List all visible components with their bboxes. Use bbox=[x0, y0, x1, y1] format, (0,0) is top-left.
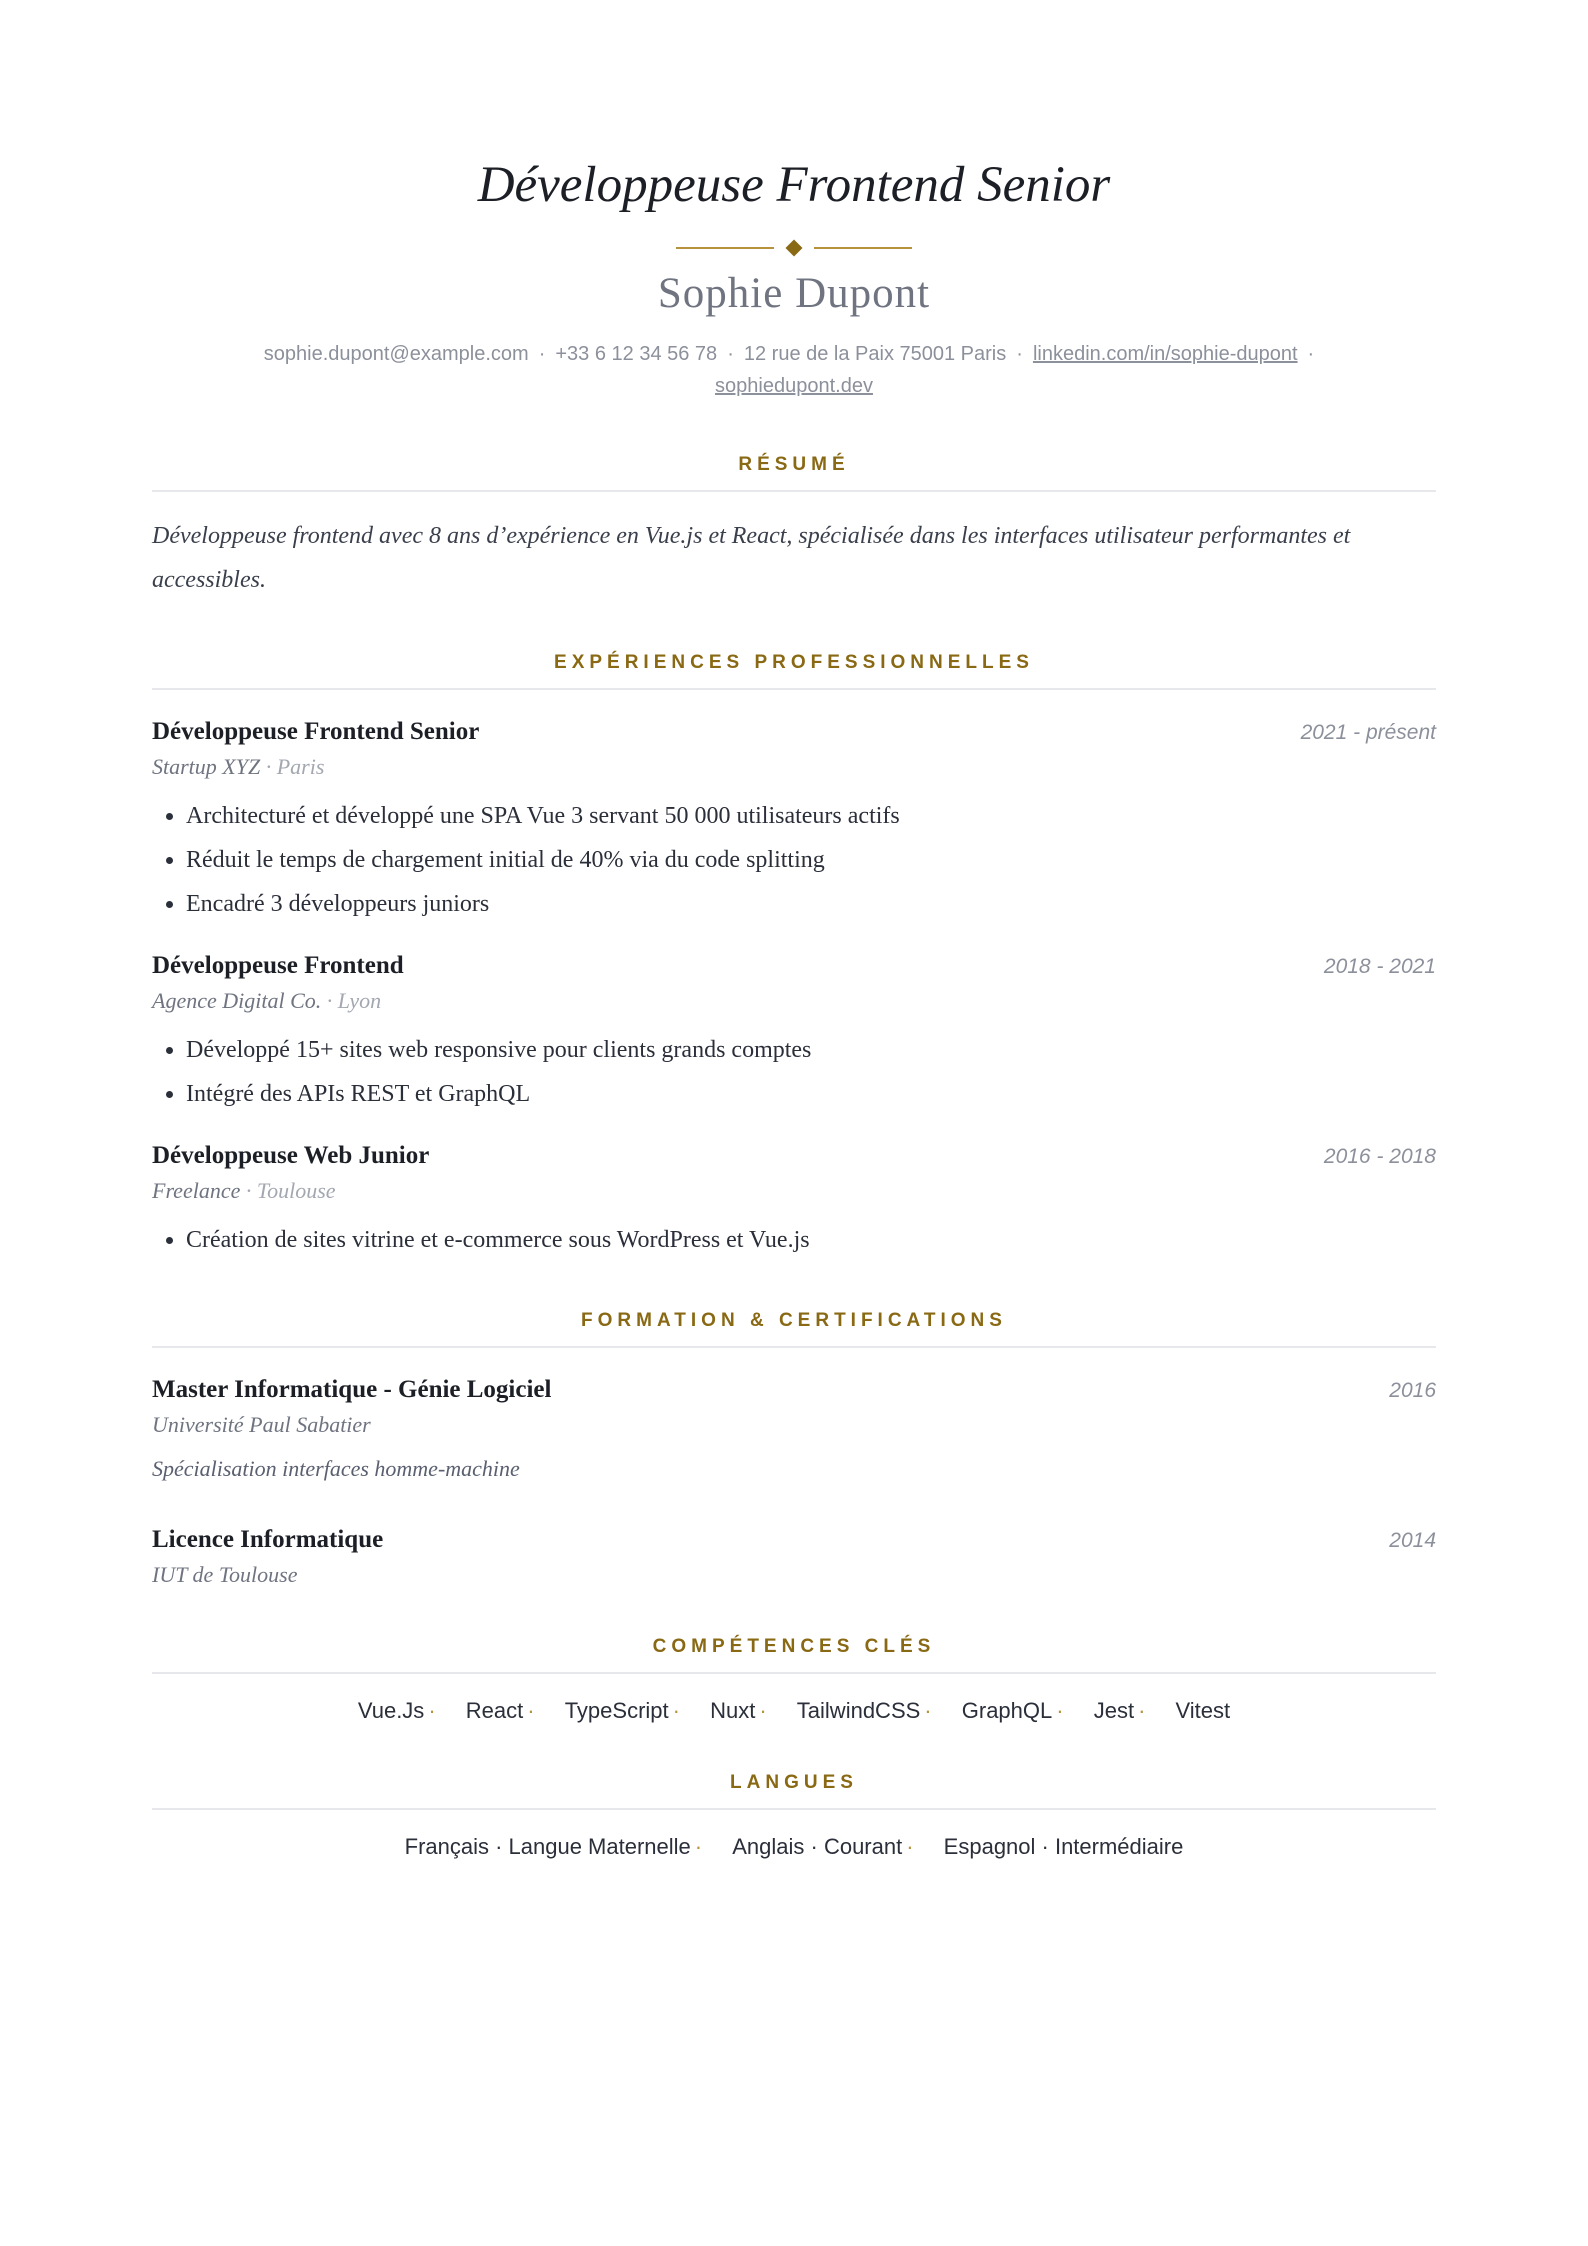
job-location: · Lyon bbox=[326, 988, 382, 1013]
languages-section bbox=[152, 1772, 1436, 1860]
job-company: Agence Digital Co. bbox=[152, 988, 322, 1013]
entry-header bbox=[152, 1376, 1436, 1404]
website-link[interactable]: sophiedupont.dev bbox=[715, 375, 873, 397]
experience-entry bbox=[152, 718, 1436, 926]
person-name: Sophie Dupont bbox=[657, 270, 931, 317]
education-section bbox=[152, 1310, 1436, 1588]
list-item: • Création de sites vitrine et e-commerce sous WordPress et Vue.js bbox=[186, 1218, 1436, 1262]
contact-separator: · bbox=[1016, 343, 1023, 365]
job-bullets bbox=[152, 1028, 1436, 1116]
job-company-line bbox=[152, 754, 1436, 780]
section-title-experience: EXPÉRIENCES PROFESSIONNELLES bbox=[152, 652, 1436, 690]
job-role: Développeuse Frontend Senior bbox=[152, 718, 480, 745]
job-role: Développeuse Frontend bbox=[152, 952, 404, 979]
language-chip: Français · Langue Maternelle · bbox=[404, 1834, 703, 1859]
divider-line-right bbox=[814, 247, 912, 249]
degree-title: Licence Informatique bbox=[152, 1526, 384, 1553]
job-company: Freelance bbox=[152, 1178, 241, 1203]
divider-line-left bbox=[676, 247, 774, 249]
education-entry bbox=[152, 1526, 1436, 1588]
section-title-skills: COMPÉTENCES CLÉS bbox=[152, 1636, 1436, 1674]
degree-title: Master Informatique - Génie Logiciel bbox=[152, 1376, 552, 1403]
list-item: • Architecturé et développé une SPA Vue 3 servant 50 000 utilisateurs actifs bbox=[186, 794, 1436, 838]
skill-chip: Jest · bbox=[1093, 1698, 1146, 1723]
job-dates: 2016 - 2018 bbox=[1323, 1145, 1436, 1168]
job-location: · Toulouse bbox=[245, 1178, 336, 1203]
job-dates: 2021 - présent bbox=[1300, 721, 1436, 744]
skill-chip: GraphQL · bbox=[961, 1698, 1064, 1723]
language-chip: Espagnol · Intermédiaire bbox=[943, 1834, 1184, 1859]
skill-chip: TypeScript · bbox=[564, 1698, 680, 1723]
degree-year: 2016 bbox=[1389, 1379, 1436, 1402]
job-dates: 2018 - 2021 bbox=[1323, 955, 1436, 978]
skill-chip: Nuxt · bbox=[710, 1698, 767, 1723]
degree-note: Spécialisation interfaces homme-machine bbox=[152, 1456, 520, 1481]
diamond-icon bbox=[786, 240, 803, 257]
section-title-languages: LANGUES bbox=[152, 1772, 1436, 1810]
contact-separator: · bbox=[727, 343, 734, 365]
experience-section bbox=[152, 652, 1436, 1262]
skill-chip: TailwindCSS · bbox=[796, 1698, 932, 1723]
job-company: Startup XYZ bbox=[152, 754, 261, 779]
skill-chip: Vue.Js · bbox=[357, 1698, 436, 1723]
contact-separator: · bbox=[538, 343, 546, 365]
job-bullets bbox=[152, 794, 1436, 926]
headline: Développeuse Frontend Senior bbox=[477, 157, 1111, 213]
degree-year: 2014 bbox=[1389, 1529, 1436, 1552]
job-role: Développeuse Web Junior bbox=[152, 1142, 430, 1169]
list-item: • Développé 15+ sites web responsive pour clients grands comptes bbox=[186, 1028, 1436, 1072]
languages-list bbox=[152, 1834, 1436, 1860]
list-item: • Réduit le temps de chargement initial de 40% via du code splitting bbox=[186, 838, 1436, 882]
section-title-education: FORMATION & CERTIFICATIONS bbox=[152, 1310, 1436, 1348]
job-company-line bbox=[152, 988, 1436, 1014]
skill-chip: Vitest bbox=[1175, 1698, 1231, 1723]
job-bullets bbox=[152, 1218, 1436, 1262]
contact-separator: · bbox=[1307, 343, 1315, 365]
school-name: IUT de Toulouse bbox=[152, 1562, 298, 1587]
contact-phone[interactable]: +33 6 12 34 56 78 bbox=[555, 343, 718, 365]
skill-chip: React · bbox=[465, 1698, 535, 1723]
experience-entry bbox=[152, 1142, 1436, 1262]
header-divider bbox=[152, 238, 1436, 258]
entry-header bbox=[152, 718, 1436, 746]
school-name: Université Paul Sabatier bbox=[152, 1412, 371, 1437]
experience-entry bbox=[152, 952, 1436, 1116]
skills-section bbox=[152, 1636, 1436, 1724]
contact-email[interactable]: sophie.dupont@example.com bbox=[263, 343, 529, 365]
entry-header bbox=[152, 1526, 1436, 1554]
summary-section bbox=[152, 454, 1436, 602]
section-title-summary: RÉSUMÉ bbox=[152, 454, 1436, 492]
linkedin-link[interactable]: linkedin.com/in/sophie-dupont bbox=[1032, 343, 1298, 365]
job-company-line bbox=[152, 1178, 1436, 1204]
summary-text: Développeuse frontend avec 8 ans d’expérience en Vue.js et React, spécialisée dans les interfaces utilisateur performantes et accessibles. bbox=[152, 523, 1351, 593]
list-item: • Encadré 3 développeurs juniors bbox=[186, 882, 1436, 926]
entry-header bbox=[152, 952, 1436, 980]
list-item: • Intégré des APIs REST et GraphQL bbox=[186, 1072, 1436, 1116]
contact-address: 12 rue de la Paix 75001 Paris bbox=[743, 343, 1007, 365]
skills-list bbox=[152, 1698, 1436, 1724]
language-chip: Anglais · Courant · bbox=[732, 1834, 914, 1859]
job-location: · Paris bbox=[265, 754, 325, 779]
contact-line bbox=[152, 338, 1436, 402]
education-entry bbox=[152, 1376, 1436, 1482]
entry-header bbox=[152, 1142, 1436, 1170]
